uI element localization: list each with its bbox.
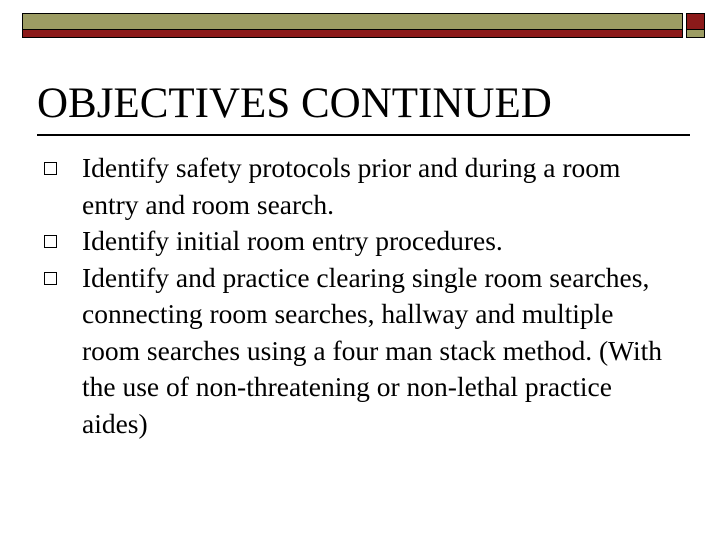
hollow-square-bullet-icon — [44, 162, 57, 175]
slide-title: OBJECTIVES CONTINUED — [37, 80, 552, 127]
list-item — [44, 223, 674, 260]
list-item — [44, 260, 674, 443]
hollow-square-bullet-icon — [44, 235, 57, 248]
header-accent-square — [686, 13, 705, 38]
bullet-text: Identify and practice clearing single room searches, connecting room searches, hallway and multiple room searches using a four man stack method. (With the use of non-threatening or non-lethal practice aides) — [82, 261, 663, 439]
accent-square-bottom — [686, 30, 705, 38]
hollow-square-bullet-icon — [44, 272, 57, 285]
header-olive-stripe — [22, 13, 683, 30]
title-underline — [37, 134, 690, 136]
header-red-stripe — [22, 30, 683, 38]
bullet-text: Identify safety protocols prior and during a room entry and room search. — [82, 152, 621, 220]
bullet-text: Identify initial room entry procedures. — [82, 225, 503, 256]
objectives-list — [44, 150, 674, 442]
list-item — [44, 150, 674, 223]
accent-square-top — [686, 13, 705, 30]
header-decoration-bar — [22, 13, 705, 38]
